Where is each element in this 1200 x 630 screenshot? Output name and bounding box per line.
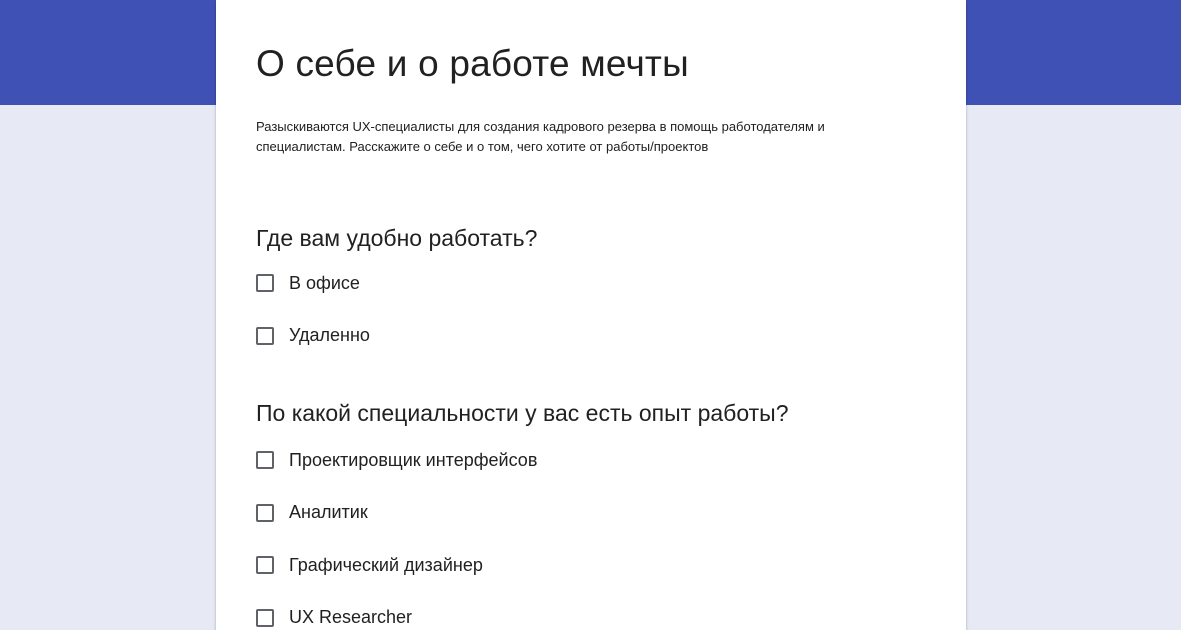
option-ux-researcher[interactable]	[256, 606, 537, 630]
form-title: О себе и о работе мечты	[256, 43, 689, 84]
work-location-options	[256, 271, 370, 376]
specialty-options	[256, 448, 537, 630]
right-edge	[1181, 0, 1200, 630]
checkbox[interactable]	[256, 504, 274, 522]
option-graphic-designer[interactable]	[256, 553, 537, 577]
checkbox[interactable]	[256, 451, 274, 469]
checkbox[interactable]	[256, 556, 274, 574]
checkbox[interactable]	[256, 327, 274, 345]
option-label: Удаленно	[289, 325, 370, 345]
option-office[interactable]	[256, 271, 370, 295]
option-remote[interactable]	[256, 324, 370, 348]
option-label: В офисе	[289, 272, 360, 293]
form-card	[216, 0, 966, 630]
form-description: Разыскиваются UX-специалисты для создания кадрового резерва в помощь работодателям и специалистам. Расскажите о себе и о том, чего хотите от работы/проектов	[256, 119, 825, 154]
question-work-location-title: Где вам удобно работать?	[256, 225, 538, 251]
checkbox[interactable]	[256, 609, 274, 627]
checkbox[interactable]	[256, 274, 274, 292]
option-interface-designer[interactable]	[256, 448, 537, 472]
option-label: Графический дизайнер	[289, 554, 483, 575]
question-specialty-title: По какой специальности у вас есть опыт работы?	[256, 400, 789, 426]
option-label: Проектировщик интерфейсов	[289, 449, 538, 470]
option-label: Аналитик	[289, 502, 368, 522]
option-label: UX Researcher	[289, 607, 413, 627]
option-analyst[interactable]	[256, 501, 537, 525]
